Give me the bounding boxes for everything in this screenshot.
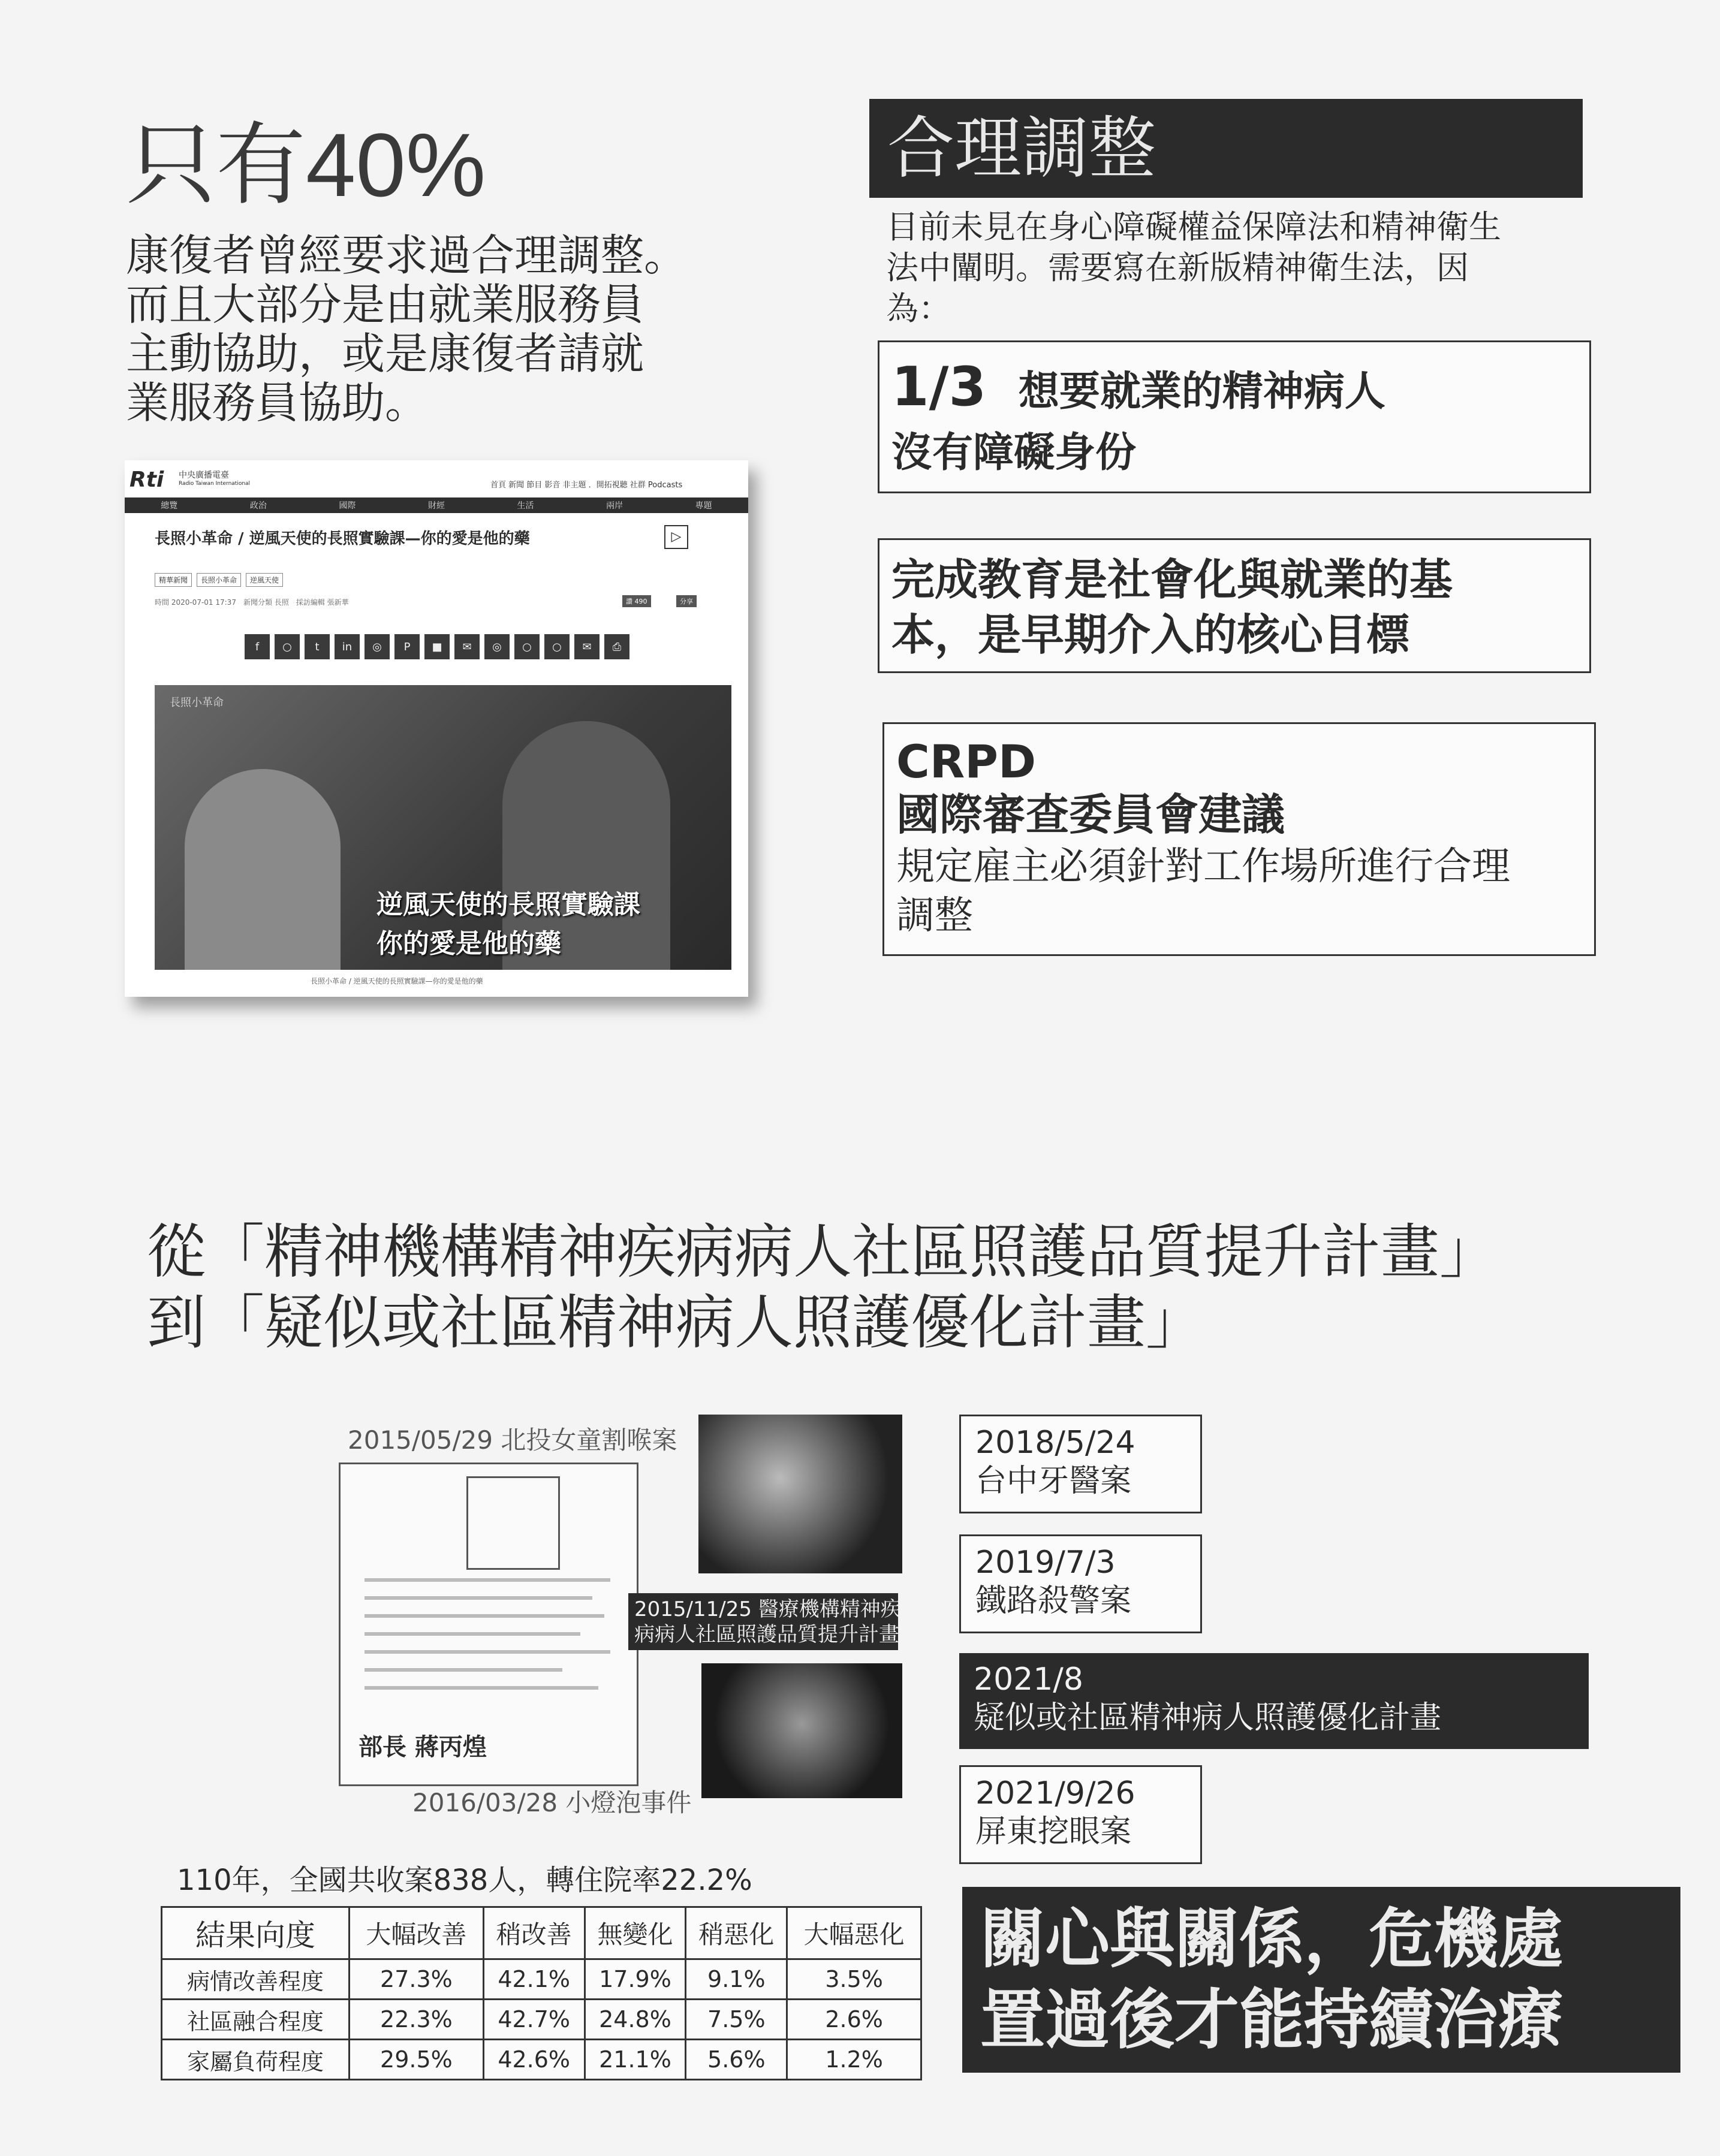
table-cell: 3.5%	[787, 1959, 921, 2000]
info-box-text: 想要就業的精神病人	[1018, 368, 1385, 415]
table-header-cell: 稍惡化	[686, 1907, 787, 1959]
doc-line	[365, 1686, 598, 1690]
table-cell: 17.9%	[585, 1959, 686, 2000]
timeline-date: 2021/8	[974, 1662, 1083, 1697]
table-cell: 病情改善程度	[162, 1959, 350, 2000]
table-cell: 7.5%	[686, 2000, 787, 2040]
closing-message-box	[962, 1887, 1680, 2073]
person-silhouette	[185, 769, 341, 970]
table-header-cell: 稍改善	[483, 1907, 585, 1959]
nav-item[interactable]: 生活	[517, 501, 534, 511]
crpd-label: CRPD	[896, 735, 1037, 788]
closing-line: 置過後才能持續治療	[980, 1983, 1564, 2058]
table-cell: 24.8%	[585, 2000, 686, 2040]
article-tags	[155, 573, 283, 587]
timeline-event: 鐵路殺警案	[975, 1583, 1132, 1619]
official-document	[339, 1463, 638, 1786]
mail-icon[interactable]: ✉	[454, 634, 480, 659]
nav-item[interactable]: 財經	[427, 501, 445, 511]
nav-item[interactable]: 國際	[339, 501, 356, 511]
tag[interactable]: 逆風天使	[246, 573, 283, 587]
timeline-date: 2019/7/3	[975, 1545, 1116, 1581]
table-cell: 27.3%	[350, 1959, 484, 2000]
timeline-item-highlight	[959, 1653, 1589, 1749]
info-box-one-third	[878, 340, 1591, 493]
timeline-date: 2021/9/26	[975, 1775, 1135, 1811]
nav-item[interactable]: 政治	[249, 501, 267, 511]
table-cell: 29.5%	[350, 2040, 484, 2080]
rti-logo-sub: 中央廣播電臺	[179, 471, 229, 480]
headline-40-percent: 只有40%	[126, 114, 486, 215]
right-intro-line: 法中闡明。需要寫在新版精神衛生法，因	[886, 249, 1469, 287]
one-third-number: 1/3	[891, 355, 987, 418]
table-header-cell: 大幅改善	[350, 1907, 484, 1959]
timeline-event: 疑似或社區精神病人照護優化計畫	[974, 1700, 1442, 1736]
overlay-line: 2015/11/25 醫療機構精神疾	[634, 1597, 901, 1621]
seal-stamp	[466, 1476, 560, 1570]
table-cell: 2.6%	[787, 2000, 921, 2040]
table-cell: 42.7%	[483, 2000, 585, 2040]
tag[interactable]: 精華新聞	[155, 573, 192, 587]
table-header-cell: 大幅惡化	[787, 1907, 921, 1959]
bubble-icon[interactable]: ○	[544, 634, 570, 659]
rti-logo-sub-en: Radio Taiwan International	[179, 481, 251, 487]
table-row	[162, 2000, 921, 2040]
share-button[interactable]: 分享	[676, 595, 697, 607]
article-title[interactable]: 長照小革命 / 逆風天使的長照實驗課—你的愛是他的藥	[155, 530, 530, 548]
stats-table	[161, 1906, 922, 2080]
play-icon[interactable]: ▷	[664, 525, 688, 549]
photo-caption: 逆風天使的長照實驗課	[376, 889, 640, 920]
doc-line	[365, 1650, 610, 1654]
timeline-item	[959, 1415, 1202, 1513]
info-box-line: 國際審查委員會建議	[896, 789, 1285, 840]
wechat-icon[interactable]: ◎	[484, 634, 510, 659]
top-links[interactable]: 首頁 新聞 節目 影音 非主題 ．開拓視聽 社群 Podcasts	[490, 481, 683, 490]
info-box-crpd	[882, 722, 1596, 956]
right-intro-line: 目前未見在身心障礙權益保障法和精神衛生	[886, 208, 1501, 246]
table-header-cell: 無變化	[585, 1907, 686, 1959]
left-body-line: 康復者曾經要求過合理調整。	[126, 230, 688, 281]
photo-tag: 長照小革命	[170, 696, 224, 709]
timeline-event: 台中牙醫案	[975, 1463, 1132, 1499]
table-cell: 22.3%	[350, 2000, 484, 2040]
table-cell: 家屬負荷程度	[162, 2040, 350, 2080]
message-icon[interactable]: ○	[514, 634, 540, 659]
header-title: 合理調整	[887, 110, 1156, 188]
line-icon[interactable]: ○	[275, 634, 300, 659]
timeline-item	[959, 1534, 1202, 1633]
left-body-line: 主動協助，或是康復者請就	[126, 328, 644, 379]
collage-label-top: 2015/05/29 北投女童割喉案	[348, 1425, 677, 1455]
news-screenshot	[125, 460, 748, 997]
table-row	[162, 1959, 921, 2000]
news-photo-bottom	[701, 1663, 902, 1798]
doc-signature: 部長 蔣丙煌	[359, 1733, 487, 1761]
facebook-icon[interactable]: f	[245, 634, 270, 659]
doc-line	[365, 1668, 562, 1672]
doc-line	[365, 1632, 580, 1636]
section-title-line: 到「疑似或社區精神病人照護優化計畫」	[147, 1289, 1205, 1357]
rti-logo: Rti	[129, 468, 164, 492]
twitter-icon[interactable]: t	[305, 634, 330, 659]
table-row	[162, 2040, 921, 2080]
timeline-item	[959, 1765, 1202, 1864]
stats-caption: 110年，全國共收案838人，轉住院率22.2%	[177, 1863, 752, 1897]
linkedin-icon[interactable]: in	[335, 634, 360, 659]
table-cell: 21.1%	[585, 2040, 686, 2080]
info-box-line: 調整	[896, 894, 973, 938]
table-cell: 社區融合程度	[162, 2000, 350, 2040]
section-title	[147, 1217, 1498, 1358]
table-cell: 5.6%	[686, 2040, 787, 2080]
table-header-cell: 結果向度	[162, 1907, 350, 1959]
table-header-row	[162, 1907, 921, 1959]
photo-caption: 你的愛是他的藥	[376, 928, 561, 959]
timeline-event: 屏東挖眼案	[975, 1814, 1132, 1850]
table-cell: 1.2%	[787, 2040, 921, 2080]
right-intro	[886, 207, 1501, 329]
timeline-date: 2018/5/24	[975, 1425, 1135, 1461]
doc-line	[365, 1596, 592, 1600]
table-cell: 42.1%	[483, 1959, 585, 2000]
doc-line	[365, 1578, 610, 1582]
left-body-text	[126, 231, 687, 427]
info-box-line: 規定雇主必須針對工作場所進行合理	[896, 845, 1510, 889]
info-box-line: 完成教育是社會化與就業的基	[891, 554, 1453, 605]
share-icon[interactable]: ■	[424, 634, 450, 659]
info-box-line: 沒有障礙身份	[891, 429, 1137, 477]
print-icon[interactable]: ⎙	[604, 634, 629, 659]
right-intro-line: 為：	[886, 290, 951, 327]
news-photo-top	[698, 1415, 902, 1573]
left-body-line: 而且大部分是由就業服務員	[126, 279, 644, 330]
left-body-line: 業服務員協助。	[126, 378, 429, 428]
like-button[interactable]: 讚 490	[622, 595, 651, 607]
table-cell: 9.1%	[686, 1959, 787, 2000]
article-meta: 時間 2020-07-01 17:37 新聞分類 長照 採訪編輯 張新華	[155, 598, 349, 607]
tag[interactable]: 長照小革命	[197, 573, 241, 587]
doc-line	[365, 1614, 604, 1618]
table-cell: 42.6%	[483, 2040, 585, 2080]
news-nav-bar	[125, 497, 748, 513]
plurk-icon[interactable]: P	[394, 634, 420, 659]
overlay-line: 病病人社區照護品質提升計畫	[634, 1623, 899, 1647]
info-box-line: 本，是早期介入的核心目標	[891, 610, 1410, 660]
info-box-line	[891, 355, 1385, 419]
nav-item[interactable]: 專題	[695, 501, 712, 511]
share-icons-row	[245, 634, 629, 659]
info-box-education	[878, 538, 1591, 673]
nav-item[interactable]: 兩岸	[606, 501, 623, 511]
collage-label-bottom: 2016/03/28 小燈泡事件	[412, 1788, 692, 1817]
header-bar	[869, 99, 1583, 198]
email-icon[interactable]: ✉	[574, 634, 600, 659]
nav-item[interactable]: 總覽	[161, 501, 178, 511]
article-photo	[155, 685, 731, 970]
closing-line: 關心與關係，危機處	[980, 1902, 1564, 1977]
section-title-line: 從「精神機構精神疾病病人社區照護品質提升計畫」	[147, 1218, 1499, 1286]
whatsapp-icon[interactable]: ◎	[365, 634, 390, 659]
photo-credit: 長照小革命 / 逆風天使的長照實驗課—你的愛是他的藥	[311, 977, 483, 985]
collage-overlay-label	[628, 1593, 901, 1650]
